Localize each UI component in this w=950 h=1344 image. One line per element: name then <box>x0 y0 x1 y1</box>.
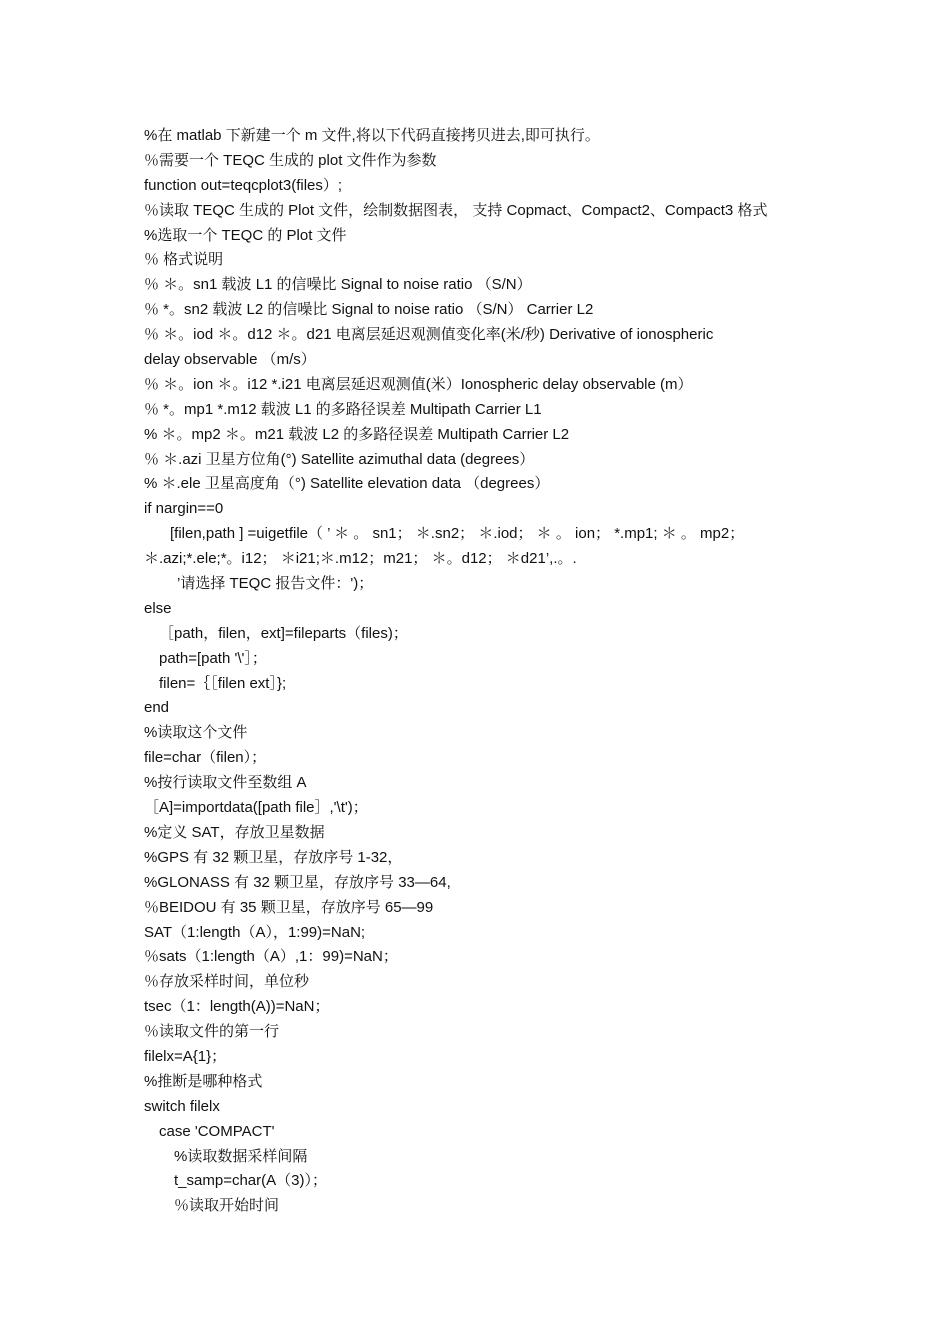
code-line: ’请选择 TEQC 报告文件：')； <box>177 575 374 593</box>
comment-line: ％ *。mp1 *.m12 载波 L1 的多路径误差 Multipath Carrier L1 <box>144 400 542 418</box>
comment-line: ％需要一个 TEQC 生成的 plot 文件作为参数 <box>144 151 437 169</box>
comment-line: %定义 SAT，存放卫星数据 <box>144 823 325 841</box>
code-line: if nargin==0 <box>144 500 224 518</box>
comment-line: ％sats（1:length（A）,1：99)=NaN； <box>144 948 398 966</box>
code-line: function out=teqcplot3(files）; <box>144 176 343 194</box>
code-line: [filen,path ] =uigetfile（ ’ ＊ 。 sn1； ＊.sn2； ＊.iod； ＊ 。 ion； *.mp1; ＊ 。 mp2； <box>170 525 745 543</box>
comment-line: %GLONASS 有 32 颗卫星，存放序号 33—64, <box>144 873 451 891</box>
comment-line: ％读取开始时间 <box>174 1197 280 1215</box>
comment-line: %读取数据采样间隔 <box>174 1147 308 1165</box>
comment-line: %按行读取文件至数组 A <box>144 774 307 792</box>
code-line: ［A]=importdata([path file］,'\t')； <box>144 799 368 817</box>
code-line: t_samp=char(A（3)）； <box>174 1172 327 1190</box>
code-line: ［path，filen，ext]=fileparts（files)； <box>159 624 408 642</box>
code-line: case 'COMPACT' <box>159 1122 275 1140</box>
comment-line: ％BEIDOU 有 35 颗卫星，存放序号 65—99 <box>144 898 434 916</box>
comment-line: ％读取文件的第一行 <box>144 1023 280 1041</box>
comment-line: % ＊。mp2 ＊。m21 载波 L2 的多路径误差 Multipath Carrier L2 <box>144 425 570 443</box>
comment-line: ％ ＊。sn1 载波 L1 的信噪比 Signal to noise ratio （S/N） <box>144 276 532 294</box>
comment-line: ％ ＊.azi 卫星方位角(°) Satellite azimuthal data (degrees） <box>144 450 535 468</box>
code-line: end <box>144 699 170 717</box>
code-line: else <box>144 599 172 617</box>
comment-line: % ＊.ele 卫星高度角（°) Satellite elevation data （degrees） <box>144 475 550 493</box>
comment-line: ％ ＊。iod ＊。d12 ＊。d21 电离层延迟观测值变化率(米/秒) Derivative of ionospheric <box>144 326 714 344</box>
comment-line: %推断是哪种格式 <box>144 1072 263 1090</box>
code-line: path=[path '\'］； <box>159 649 267 667</box>
document-body <box>144 124 814 1219</box>
comment-line: %读取这个文件 <box>144 724 248 742</box>
comment-line: ％读取 TEQC 生成的 Plot 文件，绘制数据图表， 支持 Copmact、Compact2、Compact3 格式 <box>144 201 768 219</box>
comment-line: ％ 格式说明 <box>144 251 224 269</box>
code-line: file=char（filen）； <box>144 749 267 767</box>
code-line: ＊.azi;*.ele;*。i12； ＊i21;＊.m12；m21； ＊。d12； ＊d21’,.。. <box>144 550 577 568</box>
code-line: switch filelx <box>144 1097 220 1115</box>
comment-line: ％存放采样时间，单位秒 <box>144 973 310 991</box>
code-line: tsec（1：length(A))=NaN； <box>144 998 330 1016</box>
comment-line: %GPS 有 32 颗卫星，存放序号 1-32， <box>144 848 403 866</box>
code-line: filen=｛［filen ext］}; <box>159 674 287 692</box>
code-line: SAT（1:length（A），1:99)=NaN; <box>144 923 366 941</box>
comment-line: %选取一个 TEQC 的 Plot 文件 <box>144 226 347 244</box>
comment-line: ％ *。sn2 载波 L2 的信噪比 Signal to noise ratio （S/N） Carrier L2 <box>144 301 594 319</box>
comment-line: delay observable （m/s） <box>144 351 316 369</box>
code-line: filelx=A{1}； <box>144 1047 227 1065</box>
comment-line: %在 matlab 下新建一个 m 文件,将以下代码直接拷贝进去,即可执行。 <box>144 127 600 144</box>
comment-line: ％ ＊。ion ＊。i12 *.i21 电离层延迟观测值(米）Ionospheric delay observable (m） <box>144 375 693 393</box>
